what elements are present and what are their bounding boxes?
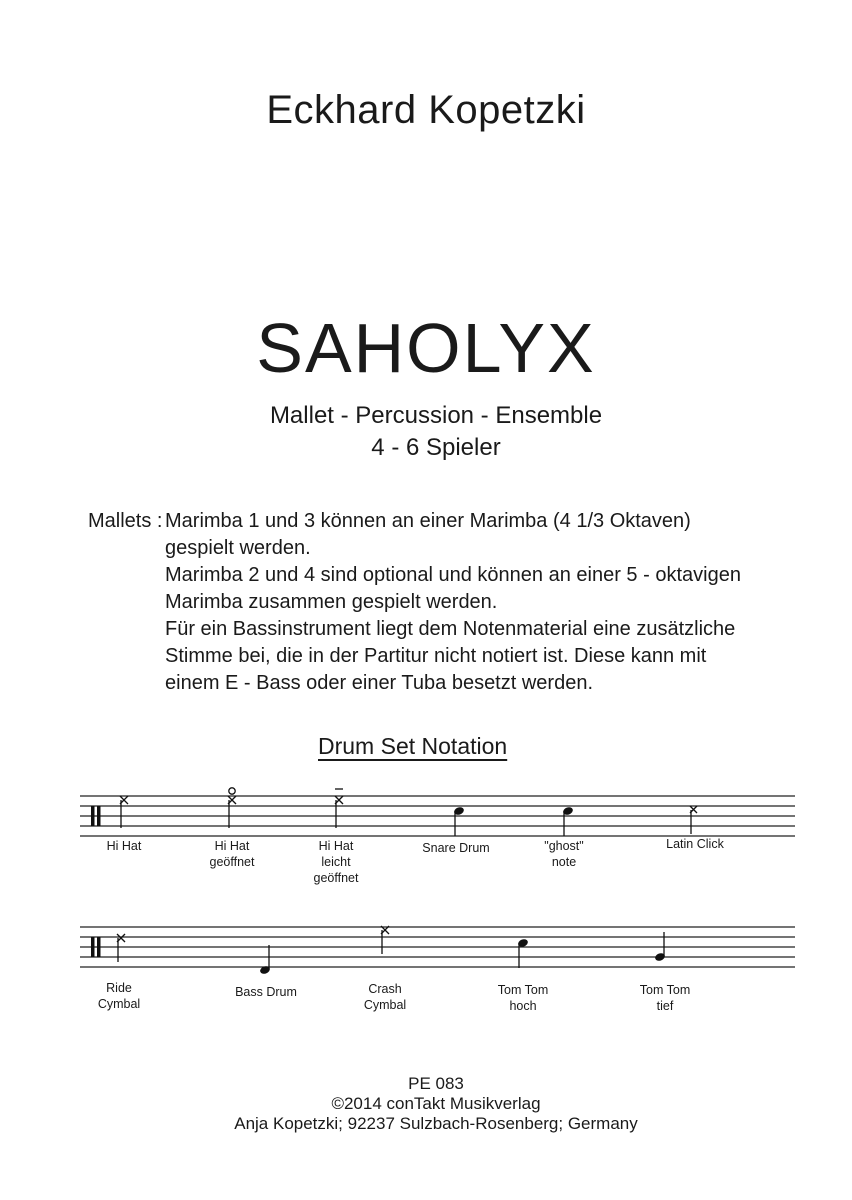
staff-lines xyxy=(80,927,795,967)
note-hi-hat-half-open xyxy=(335,789,343,828)
percussion-clef xyxy=(91,937,101,957)
label-latin-click: Latin Click xyxy=(666,837,724,851)
percussion-clef xyxy=(91,806,101,826)
mallets-label: Mallets : xyxy=(88,510,163,532)
label-tom-tom-low: Tom Tom tief xyxy=(639,983,691,1013)
note-hi-hat xyxy=(120,796,128,828)
label-ride-cymbal: Ride Cymbal xyxy=(97,981,141,1011)
mallets-line: gespielt werden. xyxy=(165,537,311,559)
composer-name: Eckhard Kopetzki xyxy=(266,88,586,132)
mallets-line: einem E - Bass oder einer Tuba besetzt werden. xyxy=(165,672,594,694)
label-bass-drum: Bass Drum xyxy=(235,985,297,999)
notation-heading: Drum Set Notation xyxy=(318,733,508,759)
mallets-line: Marimba zusammen gespielt werden. xyxy=(165,591,498,613)
mallets-line: Für ein Bassinstrument liegt dem Notenmaterial eine zusätzliche xyxy=(165,618,736,640)
publisher-address: Anja Kopetzki; 92237 Sulzbach-Rosenberg; Germany xyxy=(234,1114,638,1133)
label-tom-tom-high: Tom Tom hoch xyxy=(497,983,549,1013)
players-count: 4 - 6 Spieler xyxy=(371,434,501,461)
note-tom-tom-low xyxy=(654,932,666,962)
note-bass-drum xyxy=(259,945,271,975)
label-hi-hat-half-open: Hi Hat leicht geöffnet xyxy=(313,839,359,885)
label-ghost-note: "ghost" note xyxy=(544,839,584,869)
mallets-line: Marimba 2 und 4 sind optional und können an einer 5 - oktavigen xyxy=(165,564,741,586)
piece-title: SAHOLYX xyxy=(256,309,596,387)
copyright: ©2014 conTakt Musikverlag xyxy=(331,1094,541,1113)
label-hi-hat: Hi Hat xyxy=(106,839,142,853)
note-ghost xyxy=(562,806,574,836)
note-latin-click xyxy=(690,806,697,834)
label-hi-hat-open: Hi Hat geöffnet xyxy=(209,839,255,869)
staff-lines xyxy=(80,796,795,836)
catalog-number: PE 083 xyxy=(408,1074,464,1093)
mallets-line: Stimme bei, die in der Partitur nicht notiert ist. Diese kann mit xyxy=(165,645,707,667)
label-snare-drum: Snare Drum xyxy=(422,841,490,855)
note-crash-cymbal xyxy=(381,926,389,954)
note-tom-tom-high xyxy=(517,938,529,968)
note-ride-cymbal xyxy=(117,934,125,962)
label-crash-cymbal: Crash Cymbal xyxy=(363,982,407,1012)
mallets-line: Marimba 1 und 3 können an einer Marimba (4 1/3 Oktaven) xyxy=(165,510,691,532)
note-hi-hat-open xyxy=(228,788,236,828)
subtitle: Mallet - Percussion - Ensemble xyxy=(269,402,603,429)
note-snare-drum xyxy=(453,806,465,836)
